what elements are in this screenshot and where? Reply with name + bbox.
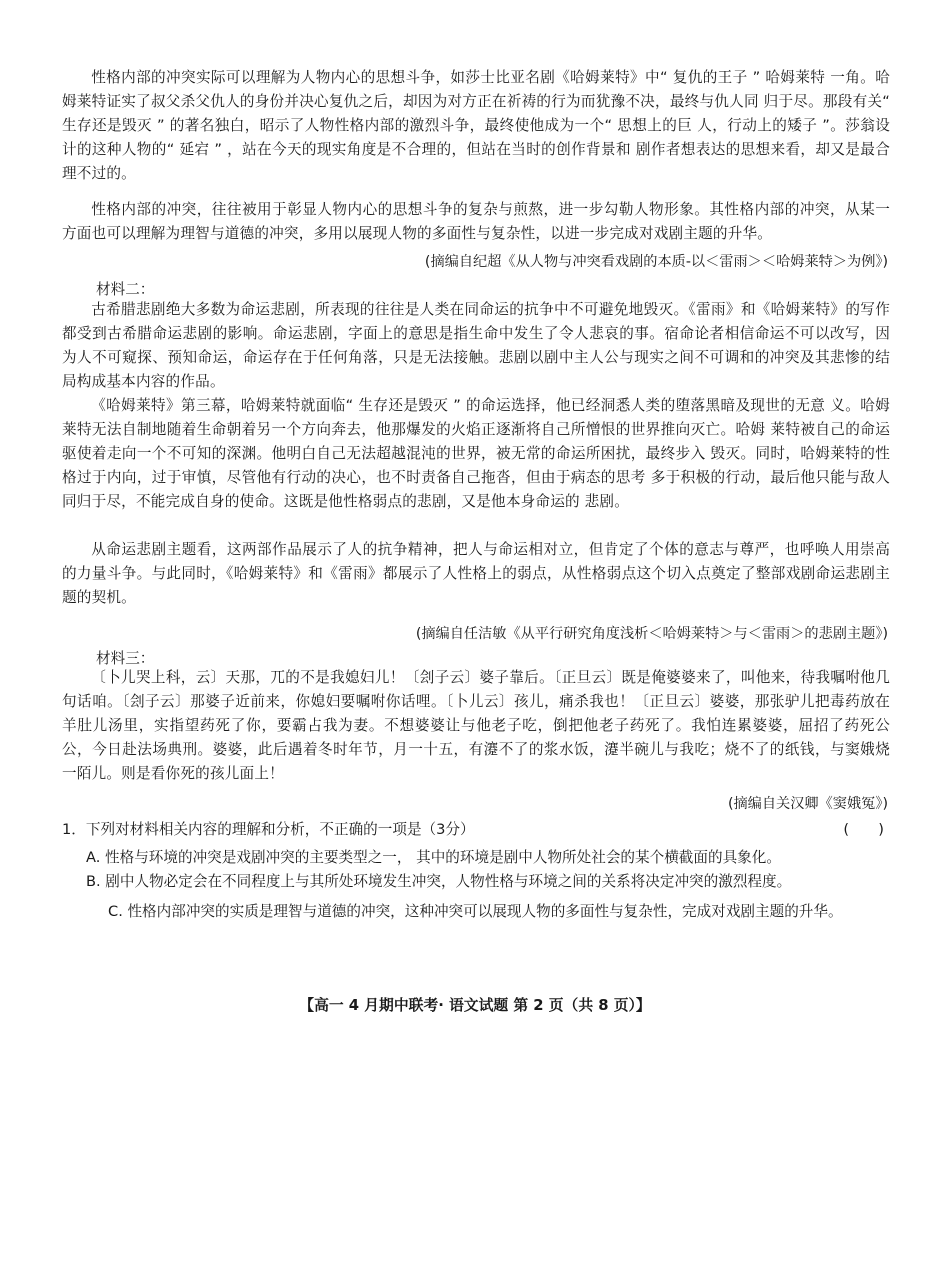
option-a: A. 性格与环境的冲突是戏剧冲突的主要类型之一， 其中的环境是剧中人物所处社会的某个横截面的具象化。 [86, 849, 781, 866]
paragraph-hamlet-act-three: 《哈姆莱特》第三幕，哈姆莱特就面临“ 生存还是毁灭 ” 的命运选择，他已经洞悉人类的堕落黑暗及现世的无意 义。哈姆莱特无法自制地随着生命朝着另一个方向奔去，他那爆发的火焰正逐渐将自己所憎恨的世界推向灭亡。哈姆 莱特被自己的命运驱使着走向一个不可知的深渊。他明白自己无法超越混沌的世界，被无常的命运所困扰，最终步入 毁灭。同时，哈姆莱特的性格过于内向，过于审慎，尽管他有行动的决心，也不时责备自己拖沓，但由于病态的思考 多于积极的行动，最后他只能与敌人同归于尽，不能完成自身的使命。这既是他性格弱点的悲剧，又是他本身命运的 悲剧。 [62, 397, 890, 510]
material-two-label: 材料二： [96, 281, 155, 298]
source-citation-2: (摘编自任洁敏《从平行研究角度浅析＜哈姆莱特＞与＜雷雨＞的悲剧主题》) [415, 626, 888, 642]
page-footer: 【高一 4 月期中联考· 语文试题 第 2 页（共 8 页）】 [299, 997, 651, 1014]
paragraph-internal-conflict-function: 性格内部的冲突，往往被用于彰显人物内心的思想斗争的复杂与煎熬，进一步勾勒人物形象。其性格内部的冲突，从某一方面也可以理解为理智与道德的冲突，多用以展现人物的多面性与复杂性，以进一步完成对戏剧主题的升华。 [62, 201, 890, 242]
paragraph-fate-tragedy-theme: 从命运悲剧主题看，这两部作品展示了人的抗争精神，把人与命运相对立，但肯定了个体的意志与尊严，也呼唤人用崇高的力量斗争。与此同时，《哈姆莱特》和《雷雨》都展示了人性格上的弱点，从性格弱点这个切入点奠定了整部戏剧命运悲剧主题的契机。 [62, 541, 890, 606]
paragraph-dou-e-excerpt: 〔卜儿哭上科，云〕天那，兀的不是我媳妇儿！〔刽子云〕婆子靠后。〔正旦云〕既是俺婆婆来了，叫他来，待我嘱咐他几句话咱。〔刽子云〕那婆子近前来，你媳妇要嘱咐你话哩。〔卜儿云〕孩儿，痛杀我也！〔正旦云〕婆婆，那张驴儿把毒药放在羊肚儿汤里，实指望药死了你，要霸占我为妻。不想婆婆让与他老子吃，倒把他老子药死了。我怕连累婆婆，屈招了药死公公，今日赴法场典刑。婆婆，此后遇着冬时年节，月一十五，有瀽不了的浆水饭，瀽半碗儿与我吃；烧不了的纸钱，与窦娥烧一陌儿。则是看你死的孩儿面上！ [62, 669, 890, 782]
material-three-label: 材料三： [96, 650, 155, 667]
paragraph-character-internal-conflict: 性格内部的冲突实际可以理解为人物内心的思想斗争，如莎士比亚名剧《哈姆莱特》中“ 复仇的王子 ” 哈姆莱特 一角。哈姆莱特证实了叔父杀父仇人的身份并决心复仇之后，却因为对方正在祈祷的行为而犹豫不决，最终与仇人同 归于尽。那段有关“ 生存还是毁灭 ” 的著名独白，昭示了人物性格内部的激烈斗争，最终使他成为一个“ 思想上的巨 人，行动上的矮子 ”。莎翁设计的这种人物的“ 延宕 ” ，站在今天的现实角度是不合理的，但站在当时的创作背景和 剧作者想表达的思想来看，却又是最合理不过的。 [62, 69, 890, 182]
question-1 [62, 818, 890, 842]
source-citation-3: (摘编自关汉卿《窦娥冤》) [727, 796, 888, 812]
option-c: C. 性格内部冲突的实质是理智与道德的冲突，这种冲突可以展现人物的多面性与复杂性，完成对戏剧主题的升华。 [108, 903, 843, 920]
question-stem: 1．下列对材料相关内容的理解和分析，不正确的一项是（3分） [62, 821, 475, 838]
option-b: B. 剧中人物必定会在不同程度上与其所处环境发生冲突，人物性格与环境之间的关系将决定冲突的激烈程度。 [86, 873, 792, 890]
paragraph-fate-tragedy: 古希腊悲剧绝大多数为命运悲剧，所表现的往往是人类在同命运的抗争中不可避免地毁灭。《雷雨》和《哈姆莱特》的写作都受到古希腊命运悲剧的影响。命运悲剧，字面上的意思是指生命中发生了令人悲哀的事。宿命论者相信命运不可以改写，因为人不可窥探、预知命运，命运存在于任何角落，只是无法接触。悲剧以剧中主人公与现实之间不可调和的冲突及其悲惨的结局构成基本内容的作品。 [62, 301, 890, 390]
source-citation-1: (摘编自纪超《从人物与冲突看戏剧的本质-以＜雷雨＞＜哈姆莱特＞为例》) [424, 254, 888, 270]
answer-blank: ( ) [843, 821, 884, 838]
